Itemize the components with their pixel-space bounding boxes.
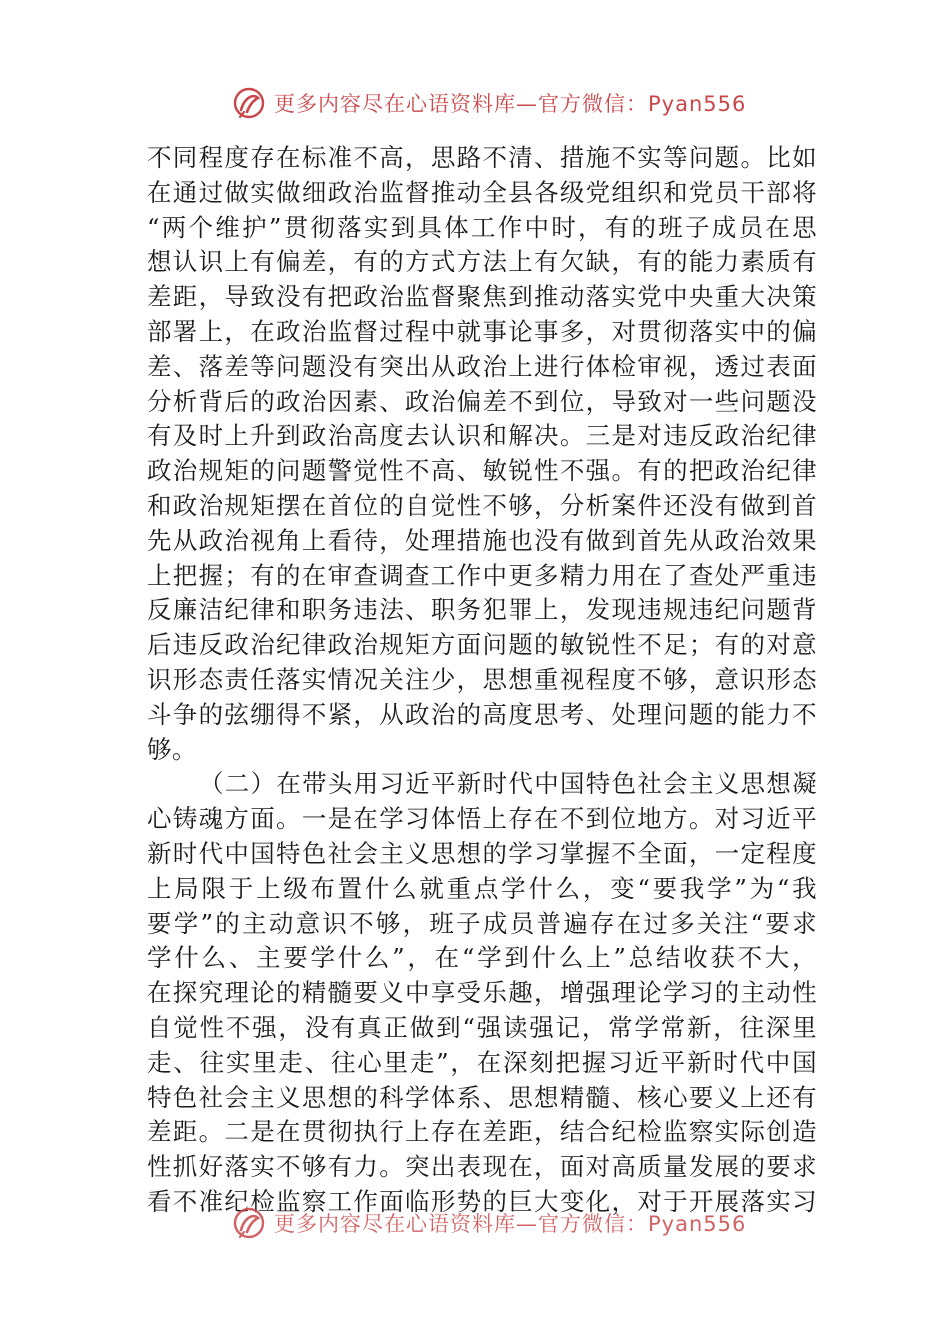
text-line: 学什么、主要学什么”，在“学到什么上”总结收获不大， [147,943,817,973]
text-line: 分析背后的政治因素、政治偏差不到位，导致对一些问题没 [147,386,817,416]
brand-logo-icon [232,86,266,120]
text-line: 部署上，在政治监督过程中就事论事多，对贯彻落实中的偏 [147,316,817,346]
text-line: 差距。二是在贯彻执行上存在差距，结合纪检监察实际创造 [147,1117,817,1147]
text-line: 先从政治视角上看待，处理措施也没有做到首先从政治效果 [147,525,817,555]
brand-logo-icon [232,1206,266,1240]
text-line: 上把握；有的在审查调查工作中更多精力用在了查处严重违 [147,560,817,590]
text-line: 心铸魂方面。一是在学习体悟上存在不到位地方。对习近平 [147,804,817,834]
section-heading-line: （二）在带头用习近平新时代中国特色社会主义思想凝 [199,769,817,799]
text-line: 差距，导致没有把政治监督聚焦到推动落实党中央重大决策 [147,282,817,312]
footer-watermark-banner [232,1206,746,1240]
text-line: 走、往实里走、往心里走”，在深刻把握习近平新时代中国 [147,1047,817,1077]
text-line: 在探究理论的精髓要义中享受乐趣，增强理论学习的主动性 [147,978,817,1008]
text-line: 政治规矩的问题警觉性不高、敏锐性不强。有的把政治纪律 [147,456,817,486]
header-watermark-banner [232,86,746,120]
header-banner-text: 更多内容尽在心语资料库—官方微信：Pyan556 [274,92,747,116]
text-line: 有及时上升到政治高度去认识和解决。三是对违反政治纪律 [147,421,817,451]
text-line: 看不准纪检监察工作面临形势的巨大变化，对于开展落实习 [147,1186,817,1216]
text-line: 斗争的弦绷得不紧，从政治的高度思考、处理问题的能力不 [147,699,817,729]
text-line: 特色社会主义思想的科学体系、思想精髓、核心要义上还有 [147,1082,817,1112]
text-line: 要学”的主动意识不够，班子成员普遍存在过多关注“要求 [147,908,817,938]
text-line: 和政治规矩摆在首位的自觉性不够，分析案件还没有做到首 [147,490,817,520]
text-line: 够。 [147,734,197,764]
footer-banner-text: 更多内容尽在心语资料库—官方微信：Pyan556 [274,1212,747,1236]
text-line: 不同程度存在标准不高，思路不清、措施不实等问题。比如 [147,143,817,172]
text-line: 识形态责任落实情况关注少，思想重视程度不够，意识形态 [147,664,817,694]
text-line: 性抓好落实不够有力。突出表现在，面对高质量发展的要求 [147,1152,817,1182]
text-line: 反廉洁纪律和职务违法、职务犯罪上，发现违规违纪问题背 [147,595,817,625]
text-line: 新时代中国特色社会主义思想的学习掌握不全面，一定程度 [147,838,817,868]
document-body [147,141,817,1220]
text-line: 后违反政治纪律政治规矩方面问题的敏锐性不足；有的对意 [147,630,817,660]
text-line: 上局限于上级布置什么就重点学什么，变“要我学”为“我 [147,873,817,903]
text-line: 自觉性不强，没有真正做到“强读强记，常学常新，往深里 [147,1012,817,1042]
text-line: 在通过做实做细政治监督推动全县各级党组织和党员干部将 [147,177,817,207]
text-line: 想认识上有偏差，有的方式方法上有欠缺，有的能力素质有 [147,247,817,277]
text-line: 差、落差等问题没有突出从政治上进行体检审视，透过表面 [147,351,817,381]
text-line: “两个维护”贯彻落实到具体工作中时，有的班子成员在思 [147,212,817,242]
